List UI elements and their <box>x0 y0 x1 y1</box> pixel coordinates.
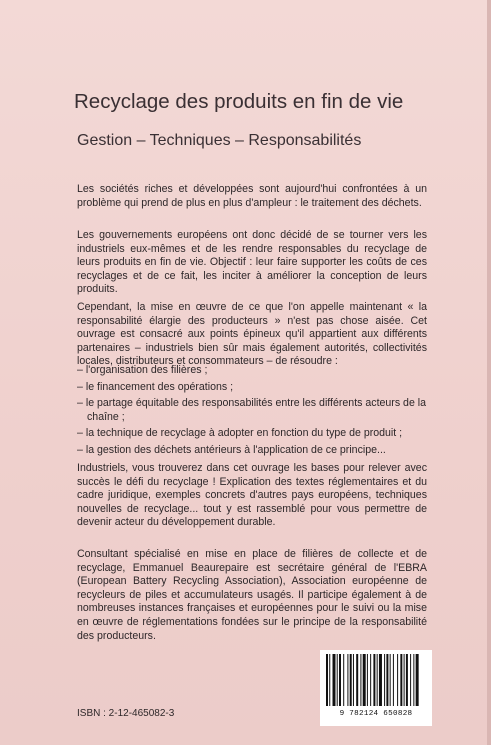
paragraph-text: Les sociétés riches et développées sont aujourd'hui confrontées à un problème qui prend de plus en plus d'ampleur : le traitement des déchets. <box>77 183 427 209</box>
paragraph-text: Industriels, vous trouverez dans cet ouvrage les bases pour relever avec succès le défi du recyclage ! Explication des textes réglementaires et du cadre juridique, exemples concrets d'autres pays européens, techniques nouvelles de recyclage... tout y est rassemblé pour vous permettre de devenir acteur du développement durable. <box>77 462 427 529</box>
book-subtitle: Gestion – Techniques – Responsabilités <box>77 132 362 149</box>
book-title: Recyclage des produits en fin de vie <box>74 90 404 113</box>
cover-edge <box>487 0 491 745</box>
author-bio <box>77 548 427 643</box>
list-item: – le financement des opérations ; <box>77 380 234 393</box>
blurb-paragraph-4 <box>77 462 427 530</box>
blurb-paragraph-2 <box>77 229 427 297</box>
paragraph-text: Les gouvernements européens ont donc décidé de se tourner vers les industriels eux-mêmes et de les rendre responsables du recyclage de leurs produits en fin de vie. Objectif : leur faire supporter les coûts de ces recyclages et de ce fait, les inciter à améliorer la conception de leurs produits. <box>77 229 427 296</box>
blurb-paragraph-3 <box>77 301 427 369</box>
barcode-digits: 9 782124 650828 <box>339 710 413 718</box>
issues-list <box>77 364 427 461</box>
isbn-label: ISBN : 2-12-465082-3 <box>77 708 175 719</box>
barcode <box>320 650 432 726</box>
paragraph-text: Consultant spécialisé en mise en place de filières de collecte et de recyclage, Emmanuel Beaurepaire est secrétaire général de l'EBRA (European Battery Recycling Association), Association européenne de recycleurs de piles et accumulateurs usagés. Il participe également à de nombreuses instances françaises et européennes pour le suivi ou la mise en œuvre de réglementations fondées sur le principe de la responsabilité des producteurs. <box>77 548 427 642</box>
list-item: – la technique de recyclage à adopter en fonction du type de produit ; <box>77 427 403 440</box>
list-item: – le partage équitable des responsabilités entre les différents acteurs de la chaîne ; <box>77 397 427 423</box>
barcode-bars-icon <box>324 654 428 710</box>
list-item: – l'organisation des filières ; <box>77 364 208 376</box>
blurb-paragraph-1 <box>77 183 427 210</box>
paragraph-text: Cependant, la mise en œuvre de ce que l'on appelle maintenant « la responsabilité élargie des producteurs » n'est pas chose aisée. Cet ouvrage est consacré aux points épineux qu'il appartient aux différents partenaires – industriels bien sûr mais également autorités, collectivités locales, distributeurs et consommateurs – de résoudre : <box>77 301 427 368</box>
list-item: – la gestion des déchets antérieurs à l'application de ce principe... <box>77 443 386 456</box>
